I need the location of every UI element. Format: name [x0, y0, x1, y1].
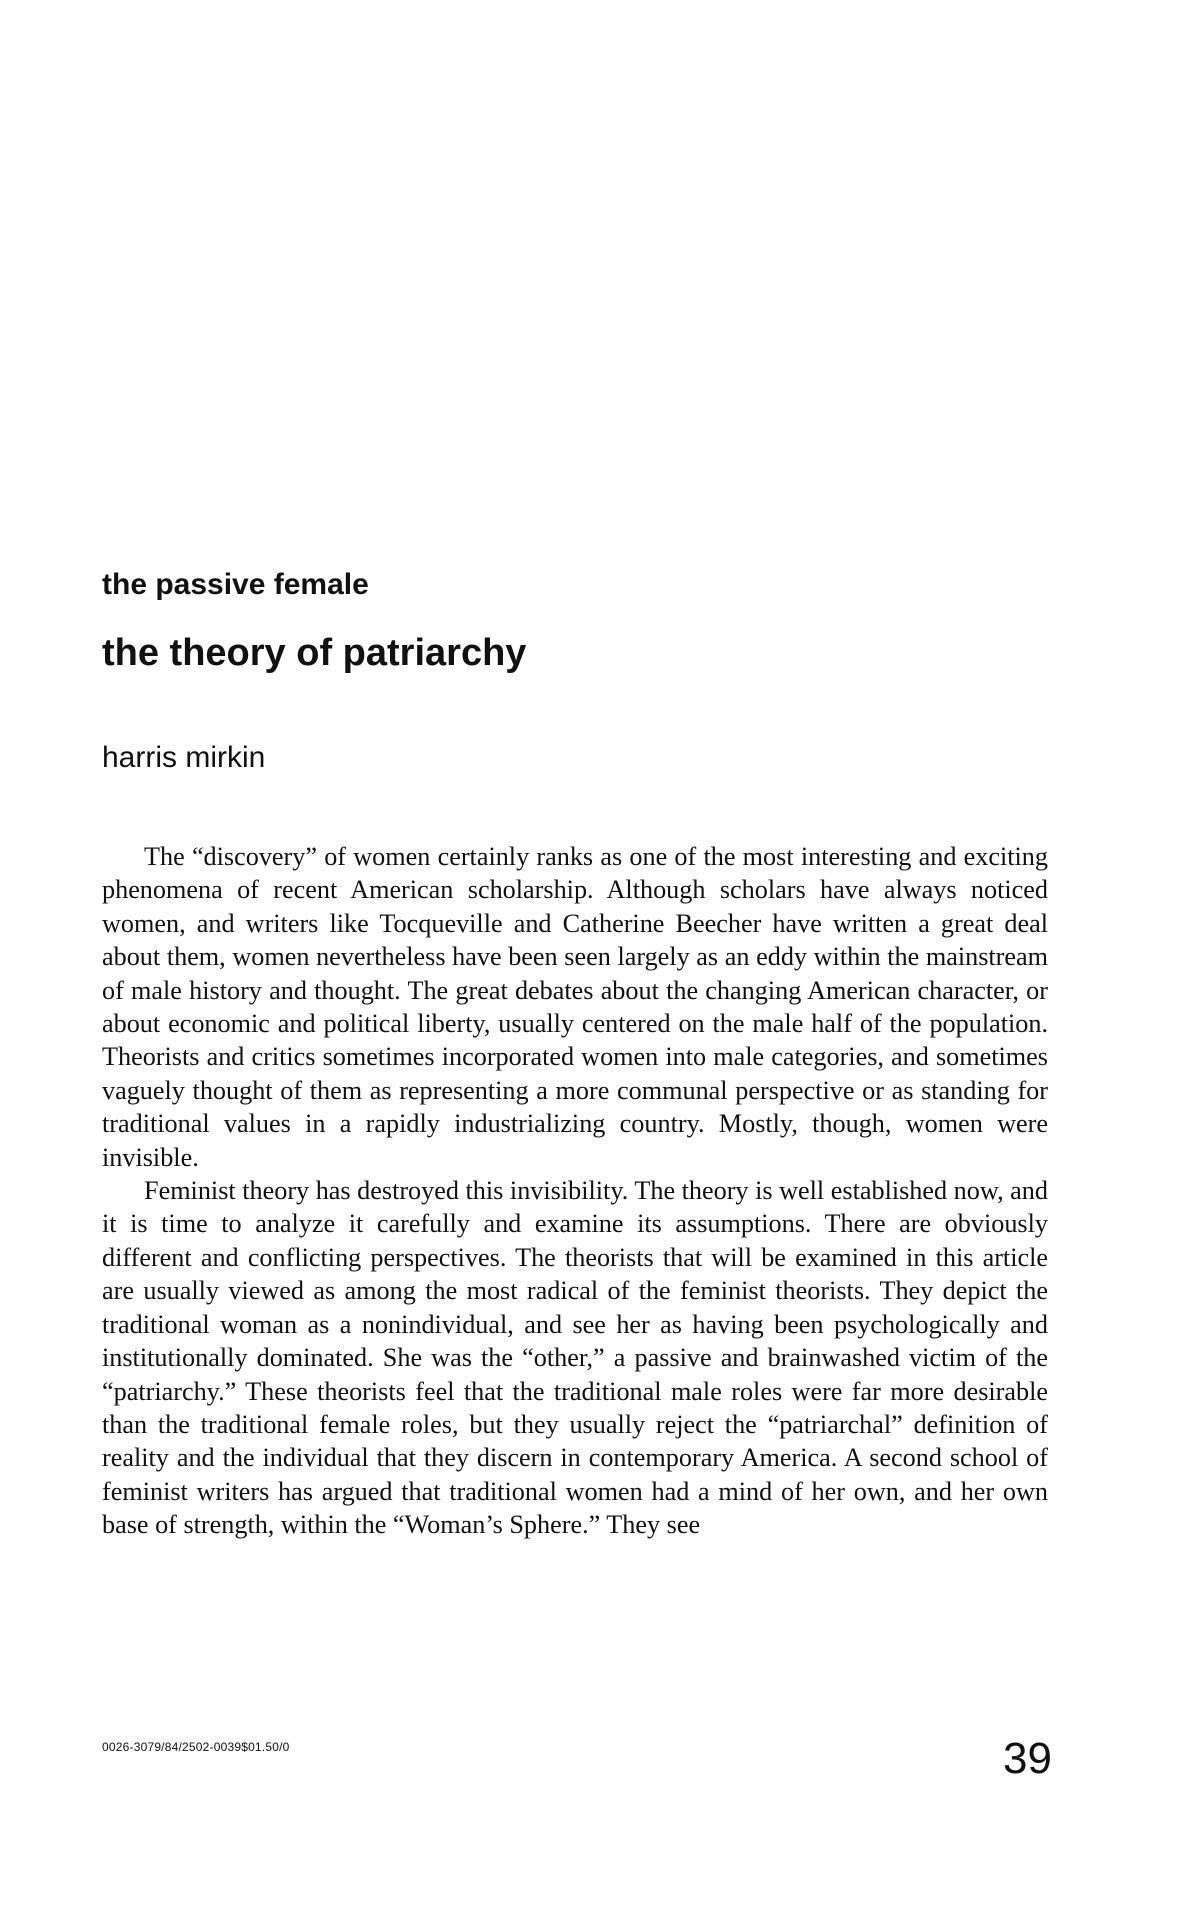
article-author: harris mirkin — [102, 741, 266, 774]
article-title: the theory of patriarchy — [102, 632, 527, 674]
article-kicker: the passive female — [102, 568, 369, 601]
body-paragraph: Feminist theory has destroyed this invisibility. The theory is well established now, and it is time to analyze it carefully and examine its assumptions. There are obviously different and conflicting perspectives. The theorists that will be examined in this article are usually viewed as among the most radical of the feminist theorists. They depict the traditional woman as a nonindividual, and see her as having been psychologically and institutionally dominated. She was the “other,” a passive and brainwashed victim of the “patriarchy.” These theorists feel that the traditional male roles were far more desirable than the traditional female roles, but they usually reject the “patriarchal” definition of reality and the individual that they discern in contemporary America. A second school of feminist writers has argued that traditional women had a mind of her own, and her own base of strength, within the “Woman’s Sphere.” They see — [102, 1176, 1048, 1540]
body-paragraph: The “discovery” of women certainly ranks as one of the most interesting and exciting phenomena of recent American scholarship. Although scholars have always noticed women, and writers like Tocqueville and Catherine Beecher have written a great deal about them, women nevertheless have been seen largely as an eddy within the mainstream of male history and thought. The great debates about the changing American character, or about economic and political liberty, usually centered on the male half of the population. Theorists and critics sometimes incorporated women into male categories, and sometimes vaguely thought of them as representing a more communal perspective or as standing for traditional values in a rapidly industrializing country. Mostly, though, women were invisible. — [102, 842, 1048, 1172]
page-number: 39 — [1003, 1734, 1052, 1783]
article-body — [102, 840, 1048, 1542]
article-identifier-code: 0026-3079/84/2502-0039$01.50/0 — [102, 1740, 290, 1754]
